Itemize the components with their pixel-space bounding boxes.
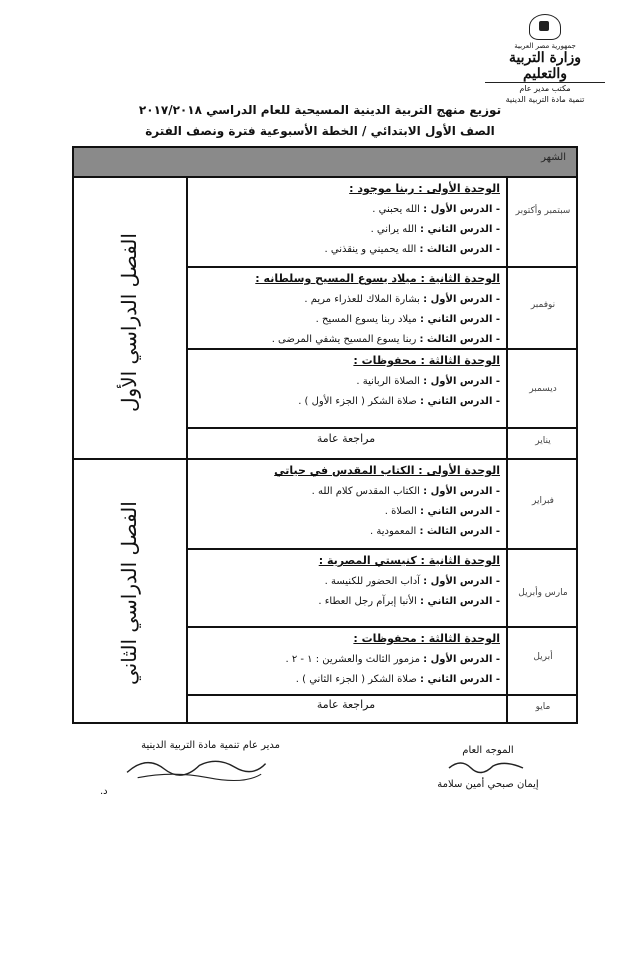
lesson-item: - الدرس الثاني : صلاة الشكر ( الجزء الثاني ) . <box>295 674 500 685</box>
row-divider <box>506 548 576 550</box>
supervisor-name: إيمان صبحي أمين سلامة <box>437 779 539 790</box>
unit-block <box>186 458 506 548</box>
semester-2-label: الفصل الدراسي الثاني <box>117 501 141 685</box>
lesson-item: - الدرس الثاني : صلاة الشكر ( الجزء الأول ) . <box>298 396 500 407</box>
row-divider <box>506 266 576 268</box>
supervisor-title: الموجه العام <box>462 745 514 756</box>
lesson-item: - الدرس الأول : الكتاب المقدس كلام الله . <box>311 486 500 497</box>
document-subtitle: الصف الأول الابتدائي / الخطة الأسبوعية فترة ونصف الفترة <box>145 124 495 138</box>
lesson-item: - الدرس الثاني : الصلاة . <box>384 506 500 517</box>
month-cell: سبتمبر وأكتوبر <box>515 206 571 216</box>
month-cell: مارس وأبريل <box>518 588 568 598</box>
director-prefix: د. <box>100 786 108 797</box>
signature-supervisor <box>428 745 548 790</box>
unit-block <box>186 548 506 626</box>
lesson-item: - الدرس الثالث : المعمودية . <box>370 526 500 537</box>
letterhead-department: تنمية مادة التربية الدينية <box>505 95 585 104</box>
semester-divider <box>74 458 186 460</box>
signature-director <box>100 740 280 797</box>
unit-title: الوحدة الثالثة : محفوظات : <box>353 632 500 645</box>
unit-block <box>186 348 506 427</box>
director-title: مدير عام تنمية مادة التربية الدينية <box>141 740 280 751</box>
letterhead <box>485 14 605 105</box>
month-cell: ديسمبر <box>529 384 557 394</box>
lesson-item: - الدرس الأول : مزمور الثالث والعشرين : ١ - ٢ . <box>285 654 500 665</box>
signature-scribble-icon <box>443 756 533 776</box>
lesson-item: - الدرس الأول : الله يحبني . <box>372 204 500 215</box>
month-cell: فبراير <box>532 496 554 506</box>
row-divider <box>506 626 576 628</box>
eagle-emblem-icon <box>529 14 561 40</box>
unit-block <box>186 626 506 694</box>
document-title: توزيع منهج التربية الدينية المسيحية للعام الدراسي ٢٠١٧/٢٠١٨ <box>138 103 502 117</box>
letterhead-ministry: وزارة التربية والتعليم <box>485 50 605 83</box>
row-divider <box>506 348 576 350</box>
letterhead-office: مكتب مدير عام <box>519 84 571 93</box>
unit-title: الوحدة الثانية : كنيستي المصرية : <box>318 554 500 567</box>
row-divider <box>506 694 576 696</box>
month-cell: نوفمبر <box>530 300 556 310</box>
lesson-item: - الدرس الأول : بشارة الملاك للعذراء مريم . <box>304 294 500 305</box>
review-row <box>186 432 506 456</box>
row-divider <box>506 458 576 460</box>
row-divider <box>506 427 576 429</box>
unit-block <box>186 176 506 266</box>
header-month: الشهر <box>541 152 566 163</box>
review-row <box>186 698 506 720</box>
general-review: مراجعة عامة <box>316 698 376 711</box>
month-cell: يناير <box>535 436 551 446</box>
lesson-item: - الدرس الثاني : ميلاد ربنا يسوع المسيح . <box>315 314 500 325</box>
lesson-item: - الدرس الثالث : الله يحميني و ينقذني . <box>324 244 500 255</box>
semester-1-label: الفصل الدراسي الأول <box>117 233 141 413</box>
unit-block <box>186 266 506 348</box>
month-column-divider <box>506 176 509 722</box>
lesson-item: - الدرس الثاني : الله يراني . <box>370 224 500 235</box>
month-cell: أبريل <box>533 652 553 662</box>
unit-divider <box>186 694 506 696</box>
unit-divider <box>186 427 506 429</box>
unit-title: الوحدة الثانية : ميلاد يسوع المسيح وسلطانه : <box>255 272 500 285</box>
curriculum-table <box>72 146 578 724</box>
lesson-item: - الدرس الثاني : الأنبا إبرآم رجل العطاء . <box>318 596 500 607</box>
letterhead-country: جمهورية مصر العربية <box>514 42 576 50</box>
signature-scribble-icon <box>110 753 280 783</box>
general-review: مراجعة عامة <box>316 432 376 445</box>
lesson-item: - الدرس الأول : آداب الحضور للكنيسة . <box>324 576 500 587</box>
month-cell: مايو <box>535 702 551 712</box>
lesson-item: - الدرس الأول : الصلاة الربانية . <box>356 376 500 387</box>
lesson-item: - الدرس الثالث : ربنا يسوع المسيح يشفي المرضى . <box>271 334 500 345</box>
unit-title: الوحدة الأولى : الكتاب المقدس في حياتي <box>274 464 500 477</box>
table-header <box>74 148 576 178</box>
unit-title: الوحدة الأولى : ربنا موجود : <box>349 182 500 195</box>
unit-title: الوحدة الثالثة : محفوظات : <box>353 354 500 367</box>
